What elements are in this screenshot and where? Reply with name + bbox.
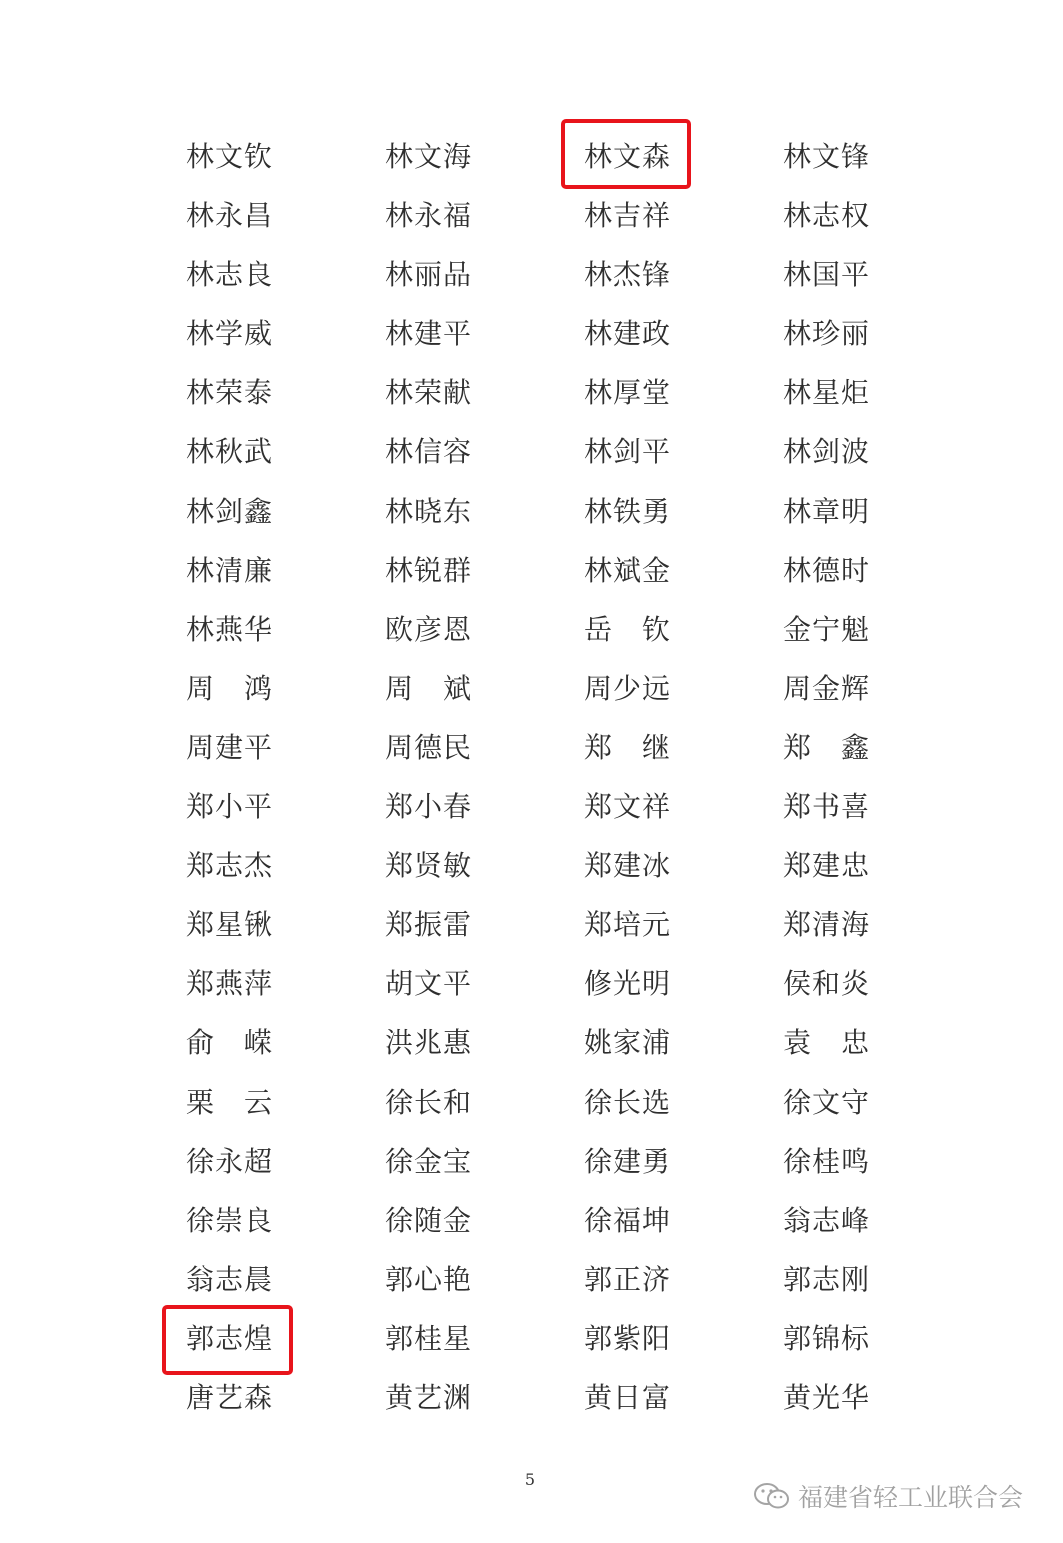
- name-entry: 黄 光 华: [783, 1380, 869, 1414]
- name-row: [0, 186, 1063, 245]
- name-entry: 林 星 炬: [783, 376, 869, 410]
- name-entry: 林 斌 金: [584, 553, 670, 587]
- name-entry: 姚 家 浦: [584, 1026, 670, 1060]
- name-entry: 徐 长 和: [385, 1085, 471, 1119]
- name-row: [0, 600, 1063, 659]
- name-entry: 郑 清 海: [783, 908, 869, 942]
- name-entry: 郑 志 杰: [186, 849, 272, 883]
- name-entry: 周 少 远: [584, 671, 670, 705]
- name-entry: 黄 日 富: [584, 1380, 670, 1414]
- name-entry: 林 志 权: [783, 199, 869, 233]
- name-entry: 侯 和 炎: [783, 967, 869, 1001]
- name-entry: 胡 文 平: [385, 967, 471, 1001]
- name-row: [0, 718, 1063, 777]
- name-entry: 林 杰 锋: [584, 258, 670, 292]
- name-entry: 林 秋 武: [186, 435, 272, 469]
- name-entry: 郑 建 忠: [783, 849, 869, 883]
- name-row: [0, 245, 1063, 304]
- name-entry: 林 章 明: [783, 494, 869, 528]
- name-entry: 郭 桂 星: [385, 1321, 471, 1355]
- name-entry: 林 德 时: [783, 553, 869, 587]
- name-row: [0, 1191, 1063, 1250]
- name-entry: 郑 建 冰: [584, 849, 670, 883]
- name-entry: 林 剑 平: [584, 435, 670, 469]
- name-entry: 林 文 海: [385, 140, 471, 173]
- name-entry: 周 金 辉: [783, 671, 869, 705]
- name-row: [0, 1368, 1063, 1427]
- name-entry: 林 学 威: [186, 317, 272, 351]
- name-entry: 郭 正 济: [584, 1262, 670, 1296]
- name-entry: 徐 随 金: [385, 1203, 471, 1237]
- name-entry: 岳 钦: [584, 612, 670, 646]
- name-entry: 林 剑 鑫: [186, 494, 272, 528]
- name-entry: 徐 崇 良: [186, 1203, 272, 1237]
- name-entry: 袁 忠: [783, 1026, 869, 1060]
- name-row: [0, 127, 1063, 186]
- name-row: [0, 836, 1063, 895]
- name-row: [0, 659, 1063, 718]
- name-entry: 林 志 良: [186, 258, 272, 292]
- name-row: [0, 1013, 1063, 1072]
- name-entry: 林 文 钦: [186, 140, 272, 173]
- wechat-icon: [752, 1481, 792, 1511]
- name-entry: 林 燕 华: [186, 612, 272, 646]
- name-entry: 林 铁 勇: [584, 494, 670, 528]
- name-row: [0, 777, 1063, 836]
- name-entry: 林 永 福: [385, 199, 471, 233]
- name-entry: 修 光 明: [584, 967, 670, 1001]
- name-entry: 周 德 民: [385, 730, 471, 764]
- name-entry: 徐 金 宝: [385, 1144, 471, 1178]
- name-entry: 郭 志 刚: [783, 1262, 869, 1296]
- name-entry: 郑 星 锹: [186, 908, 272, 942]
- name-entry: 林 丽 品: [385, 258, 471, 292]
- name-entry: 林 荣 泰: [186, 376, 272, 410]
- name-entry: 林 国 平: [783, 258, 869, 292]
- name-entry: 林 剑 波: [783, 435, 869, 469]
- name-entry: 栗 云: [186, 1085, 272, 1119]
- name-entry: 郭 锦 标: [783, 1321, 869, 1355]
- name-entry: 徐 建 勇: [584, 1144, 670, 1178]
- name-entry: 林 信 容: [385, 435, 471, 469]
- name-entry: 唐 艺 森: [186, 1380, 272, 1414]
- name-entry: 郑 贤 敏: [385, 849, 471, 883]
- name-entry: 林 荣 献: [385, 376, 471, 410]
- name-entry: 林 锐 群: [385, 553, 471, 587]
- name-entry: 翁 志 峰: [783, 1203, 869, 1237]
- name-row: [0, 422, 1063, 481]
- name-entry: 俞 嵘: [186, 1026, 272, 1060]
- name-entry: 周 斌: [385, 671, 471, 705]
- name-entry: 欧 彦 恩: [385, 612, 471, 646]
- name-entry: 黄 艺 渊: [385, 1380, 471, 1414]
- name-entry: 金 宁 魁: [783, 612, 869, 646]
- name-entry: 郑 小 春: [385, 790, 471, 824]
- name-entry: 林 建 政: [584, 317, 670, 351]
- name-row: [0, 895, 1063, 954]
- name-row: [0, 1073, 1063, 1132]
- name-entry: 郑 鑫: [783, 730, 869, 764]
- name-entry: 周 建 平: [186, 730, 272, 764]
- name-row: [0, 304, 1063, 363]
- name-entry: 林 珍 丽: [783, 317, 869, 351]
- name-entry: 林 厚 堂: [584, 376, 670, 410]
- name-entry: 翁 志 晨: [186, 1262, 272, 1296]
- name-entry: 林 建 平: [385, 317, 471, 351]
- name-entry: 郑 继: [584, 730, 670, 764]
- name-entry: 周 鸿: [186, 671, 272, 705]
- name-entry: 林 永 昌: [186, 199, 272, 233]
- name-entry: 郑 燕 萍: [186, 967, 272, 1001]
- name-entry: 徐 长 选: [584, 1085, 670, 1119]
- name-entry: 林 晓 东: [385, 494, 471, 528]
- name-row: [0, 541, 1063, 600]
- name-row: [0, 954, 1063, 1013]
- name-entry: 郭 志 煌: [186, 1321, 272, 1355]
- name-entry: 徐 文 守: [783, 1085, 869, 1119]
- name-entry: 洪 兆 惠: [385, 1026, 471, 1060]
- name-entry: 林 吉 祥: [584, 199, 670, 233]
- name-row: [0, 1132, 1063, 1191]
- name-entry: 徐 福 坤: [584, 1203, 670, 1237]
- name-entry: 郭 紫 阳: [584, 1321, 670, 1355]
- watermark: [752, 1478, 1023, 1514]
- name-entry: 徐 桂 鸣: [783, 1144, 869, 1178]
- name-entry: 郑 培 元: [584, 908, 670, 942]
- name-row: [0, 1309, 1063, 1368]
- page-number: 5: [524, 1470, 536, 1489]
- name-entry: 林 文 森: [584, 140, 670, 173]
- name-entry: 林 文 锋: [783, 140, 869, 173]
- name-entry: 郑 小 平: [186, 790, 272, 824]
- name-entry: 郑 文 祥: [584, 790, 670, 824]
- name-list: [0, 127, 1063, 1427]
- name-entry: 郑 振 雷: [385, 908, 471, 942]
- watermark-text: 福建省轻工业联合会: [798, 1483, 1024, 1512]
- name-entry: 徐 永 超: [186, 1144, 272, 1178]
- name-row: [0, 363, 1063, 422]
- name-entry: 郭 心 艳: [385, 1262, 471, 1296]
- name-row: [0, 1250, 1063, 1309]
- name-entry: 郑 书 喜: [783, 790, 869, 824]
- name-entry: 林 清 廉: [186, 553, 272, 587]
- name-row: [0, 482, 1063, 541]
